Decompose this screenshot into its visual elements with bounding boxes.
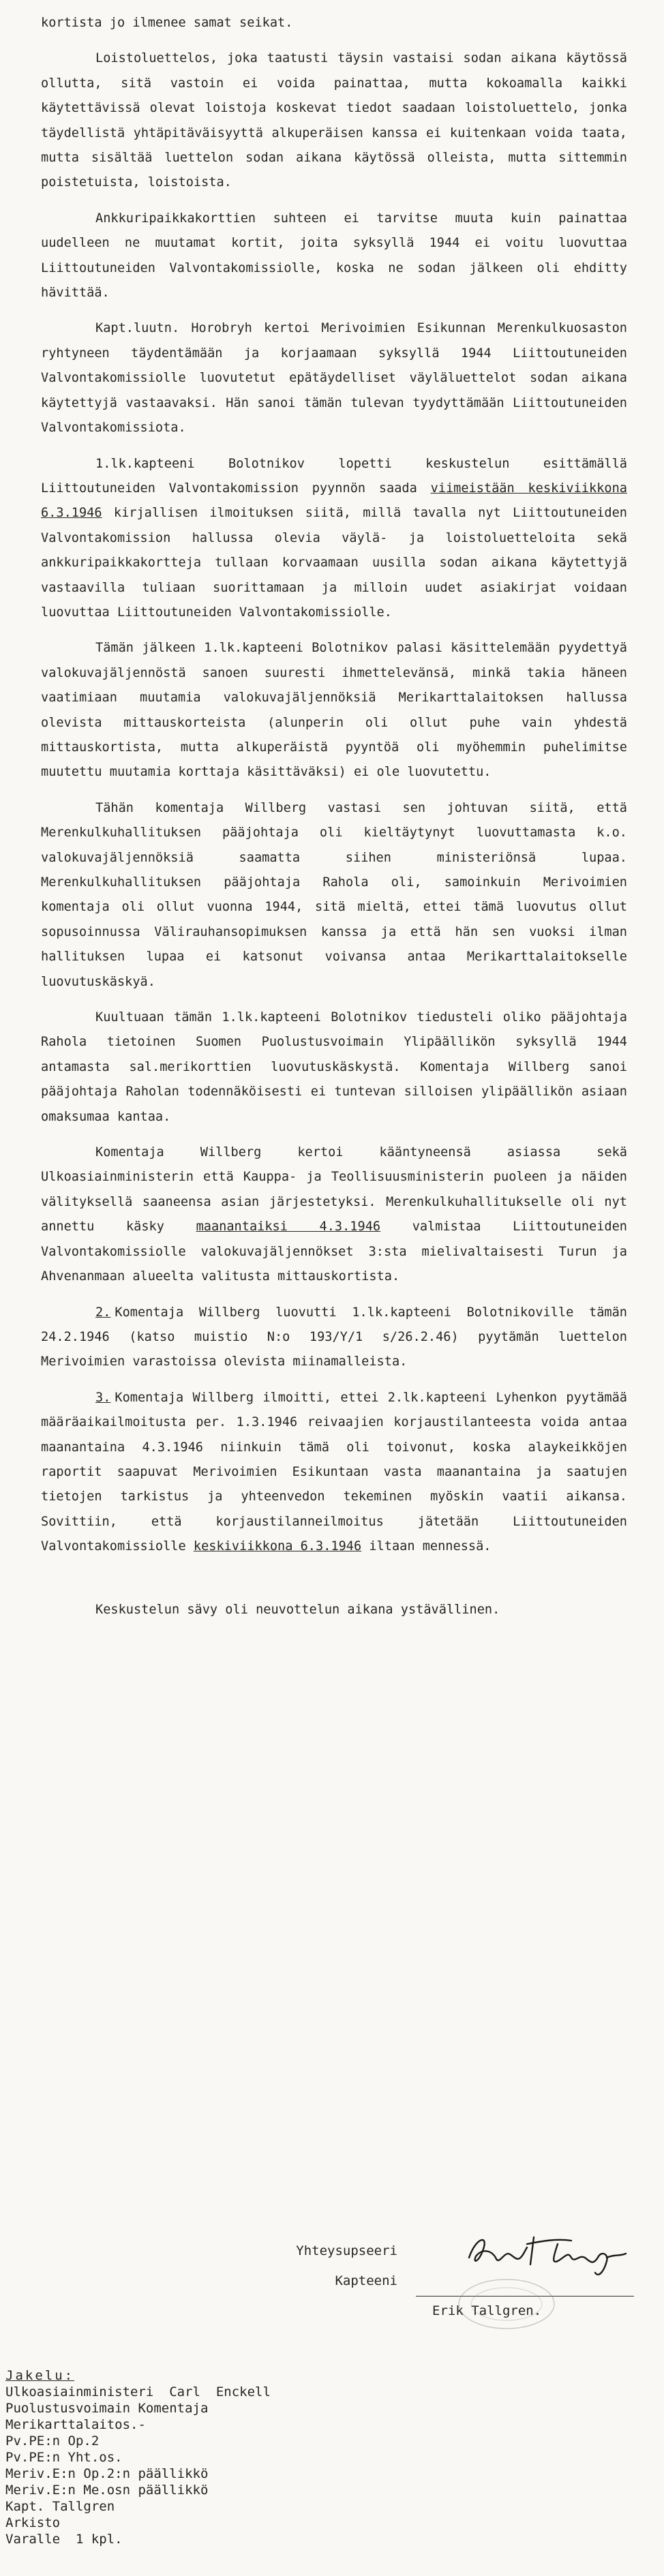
deadline-underlined: maanantaiksi 4.3.1946 <box>196 1219 381 1234</box>
paragraph-anchorage-cards: Ankkuripaikkakorttien suhteen ei tarvitse muuta kuin painattaa uudelleen ne muutamat kortit, joita syksyllä 1944 ei voitu luovuttaa Liittoutuneiden Valvontakomissiolle, koska ne sodan jälkeen oli ehditty hävittää. <box>41 211 627 301</box>
distribution-item: Kapt. Tallgren <box>5 2499 115 2514</box>
item-number: 3. <box>95 1390 111 1405</box>
distribution-item: Pv.PE:n Yht.os. <box>5 2450 123 2465</box>
deadline-underlined: viimeistään keskiviikkona 6.3.1946 <box>41 481 627 521</box>
item-2: 2. Komentaja Willberg luovutti 1.lk.kapteeni Bolotnikoville tämän 24.2.1946 (katso muistio N:o 193/Y/1 s/26.2.46) pyytämän luettelon Merivoimien varastoissa olevista miinamalleista. <box>41 1305 627 1369</box>
paragraph-lighthouse-list: Loistoluettelos, joka taatusti täysin vastaisi sodan aikana käytössä ollutta, sitä vastoin ei voida painattaa, mutta kokoamalla kaikki käytettävissä olevat loistoja koskevat tiedot saadaan loistoluettelo, jonka täydellistä yhtäpitäväisyyttä alkuperäisen kanssa ei kuitenkaan voida taata, mutta sisältää luettelon sodan aikana käytössä olleista, mutta sittemmin poistetuista, loistoista. <box>41 51 627 190</box>
signer-rank: Kapteeni <box>335 2273 397 2288</box>
deadline-underlined: keskiviikkona 6.3.1946 <box>193 1539 362 1554</box>
distribution-item: Puolustusvoimain Komentaja <box>5 2401 209 2416</box>
distribution-item: Meriv.E:n Me.osn päällikkö <box>5 2483 209 2498</box>
signer-name: Erik Tallgren. <box>432 2303 542 2318</box>
paragraph-bolotnikov-request: 1.lk.kapteeni Bolotnikov lopetti keskustelun esittämällä Liittoutuneiden Valvontakomission pyynnön saada viimeistään keskiviikkona 6.3.1946 kirjallisen ilmoituksen siitä, millä tavalla nyt Liittoutuneiden Valvontakomission hallussa olevia väylä- ja loistoluetteloita sekä ankkuripaikkakortteja tullaan korvaamaan uusilla sodan aikana käytettyjä vastaavilla tuliaan suorittamaan ja milloin uudet asiakirjat voidaan luovuttaa Liittoutuneiden Valvontakomissiolle. <box>41 456 627 620</box>
paragraph-photo-copies: Tämän jälkeen 1.lk.kapteeni Bolotnikov palasi käsittelemään pyydettyä valokuvajäljennöstä sanoen suuresti ihmettelevänsä, minkä takia häneen vaatimiaan muutamia valokuvajäljennöksiä Merikarttalaitoksen hallussa olevista mittauskorteista (alunperin oli ollut puhe vain yhdestä mittauskortista, mutta alkuperäistä pyyntöä oli myöhemmin puhelimitse muutettu muutamia korttaja käsittäväksi) ei ole luovutettu. <box>41 641 627 780</box>
distribution-item: Ulkoasiainministeri Carl Enckell <box>5 2384 271 2399</box>
item-number: 2. <box>95 1305 111 1320</box>
signature-block <box>271 2236 639 2318</box>
distribution-list <box>5 2367 414 2547</box>
distribution-heading: Jakelu: <box>5 2368 75 2383</box>
paragraph-willberg-reply: Tähän komentaja Willberg vastasi sen johtuvan siitä, että Merenkulkuhallituksen pääjohtaja oli kieltäytynyt luovuttamasta k.o. valokuvajäljennöksiä saamatta siihen ministeriönsä lupaa. Merenkulkuhallituksen pääjohtaja Rahola oli, samoinkuin Merivoimien komentaja oli ollut vuonna 1944, sitä mieltä, ettei tämä luovutus ollut sopusoinnussa Välirauhansopimuksen kanssa ja että hän sen vuoksi ilman hallituksen lupaa ei katsonut voivansa antaa Merikarttalaitokselle luovutuskäskyä. <box>41 800 627 989</box>
closing-remark: Keskustelun sävy oli neuvottelun aikana ystävällinen. <box>95 1602 500 1617</box>
distribution-item: Merikarttalaitos.- <box>5 2417 146 2432</box>
distribution-item: Varalle 1 kpl. <box>5 2532 123 2547</box>
paragraph-willberg-ministries: Komentaja Willberg kertoi kääntyneensä asiassa sekä Ulkoasiainministerin että Kauppa- ja Teollisuusministerin puoleen ja näiden välityksellä saaneensa asian järjestetyksi. Merenkulkuhallitukselle oli nyt annettu käsky maanantaiksi 4.3.1946 valmistaa Liittoutuneiden Valvontakomissiolle valokuvajäljennökset 3:sta mielivaltaisesti Turun ja Ahvenanmaan alueelta valitusta mittauskortista. <box>41 1145 627 1284</box>
document-body <box>41 11 627 1633</box>
faded-stamp-icon <box>455 2277 558 2331</box>
distribution-item: Pv.PE:n Op.2 <box>5 2434 100 2449</box>
paragraph-continuation: kortista jo ilmenee samat seikat. <box>41 16 293 30</box>
handwritten-signature-icon <box>462 2224 633 2285</box>
paragraph-horobryh: Kapt.luutn. Horobryh kertoi Merivoimien Esikunnan Merenkulkuosaston ryhtyneen täydentämään ja korjaamaan syksyllä 1944 Liittoutuneiden Valvontakomissiolle luovutetut epätäydelliset väyläluettelot sodan aikana käytettyjä vastaavaksi. Hän sanoi tämän tulevan tyydyttämään Liittoutuneiden Valvontakomissiota. <box>41 321 627 436</box>
item-3: 3. Komentaja Willberg ilmoitti, ettei 2.lk.kapteeni Lyhenkon pyytämää määräaikailmoitusta per. 1.3.1946 reivaajien korjaustilanteesta voida antaa maanantaina 4.3.1946 niinkuin tämä oli toivonut, koska alaykeikköjen raportit saapuvat Merivoimien Esikuntaan vasta maanantaina ja saatujen tietojen tarkistus ja yhteenvedon tekeminen myöskin vaatii aikansa. Sovittiin, että korjaustilanneilmoitus jätetään Liittoutuneiden Valvontakomissiolle keskiviikkona 6.3.1946 iltaan mennessä. <box>41 1390 627 1554</box>
paragraph-rahola-query: Kuultuaan tämän 1.lk.kapteeni Bolotnikov tiedusteli oliko pääjohtaja Rahola tietoinen Suomen Puolustusvoimain Ylipäällikön syksyllä 1944 antamasta sal.merikorttien luovutuskäskystä. Komentaja Willberg sanoi pääjohtaja Raholan todennäköisesti ei tuntevan silloisen ylipäällikön asiaan omaksumaa kantaa. <box>41 1010 627 1124</box>
distribution-item: Meriv.E:n Op.2:n päällikkö <box>5 2466 209 2481</box>
signer-role: Yhteysupseeri <box>296 2243 397 2258</box>
distribution-item: Arkisto <box>5 2515 61 2530</box>
